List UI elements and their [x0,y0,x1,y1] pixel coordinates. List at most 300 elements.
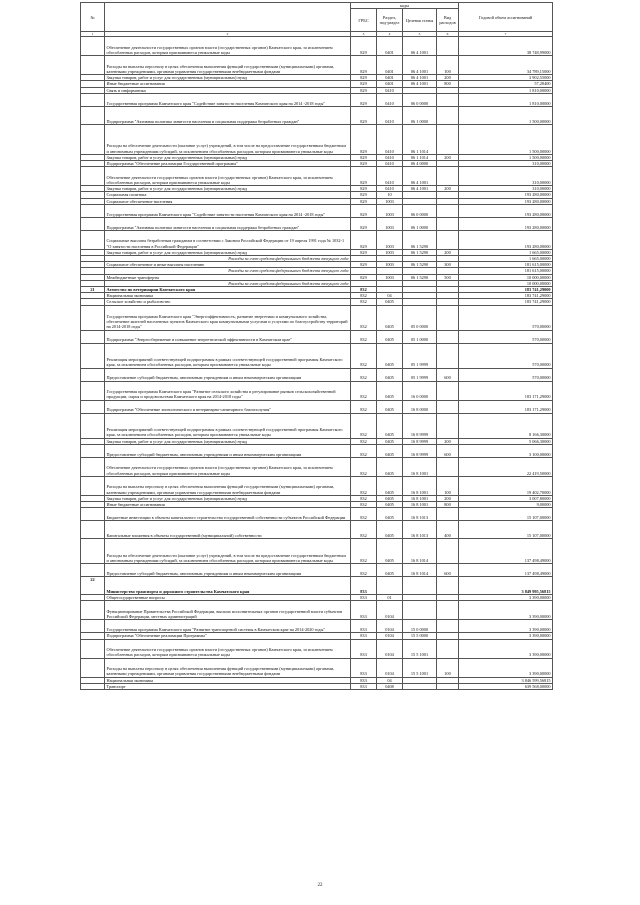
cell-target: 16 8 9999 [403,438,437,444]
cell-section: 0405 [377,299,403,305]
cell-grbs: 829 [351,106,377,124]
cell-description: Подпрограмма "Активная политика занятости населения и социальная поддержка безработных граждан" [105,106,351,124]
cell-grbs: 832 [351,381,377,400]
table-row [81,658,553,677]
cell-grbs: 832 [351,299,377,305]
cell-vid: 200 [437,186,459,192]
cell-grbs: 832 [351,502,377,508]
cell-grbs: 833 [351,658,377,677]
table-row [81,539,553,564]
cell-description: Бюджетные инвестиции в объекты капитального строительства государственной собственности субъектов Российской Федерации [105,508,351,521]
cell-description: Закупка товаров, работ и услуг для государственных (муниципальных) нужд [105,495,351,501]
cell-description: Межбюджетные трансферты [105,274,351,280]
cell-vid [437,124,459,154]
cell-amount: 10 000,00000 [459,274,553,280]
cell-amount: 1 810,00000 [459,87,553,93]
cell-target: 06 1 0000 [403,217,437,230]
cell-grbs: 829 [351,274,377,280]
cell-amount: 3 007,80000 [459,495,553,501]
cell-section: 0104 [377,633,403,639]
cell-section: 0410 [377,186,403,192]
cell-description: Связь и информатика [105,87,351,93]
cell-grbs: 833 [351,601,377,620]
table-row [81,601,553,620]
cell-num [81,106,105,124]
cell-num [81,305,105,330]
cell-description: Предоставление субсидий бюджетным, автономным учреждениям и иным некоммерческим организациям [105,444,351,457]
cell-section: 1003 [377,262,403,268]
cell-description: Иные бюджетные ассигнования [105,81,351,87]
cell-grbs: 832 [351,457,377,476]
cell-vid: 600 [437,564,459,577]
cell-vid [437,508,459,521]
cell-target: 06 4 1001 [403,186,437,192]
cell-description: Расходы на обеспечение деятельности (оказание услуг) учреждений, в том числе на предоставление государственным бюджетным и автономным учреждениям субсидий, за исключением обособленных расходов, которым присваиваются уникальные коды [105,539,351,564]
cell-description: Агентство по ветеринарии Камчатского края [105,287,351,293]
cell-section: 01 [377,595,403,601]
cell-num [81,93,105,106]
cell-amount: 3 390,00000 [459,620,553,633]
cell-amount: 5 066,30000 [459,438,553,444]
cell-num [81,37,105,56]
cell-vid [437,217,459,230]
cell-grbs: 833 [351,683,377,689]
cell-description: Государственная программа Камчатского края "Содействие занятости населения Камчатского края на 2014 -2018 годы" [105,93,351,106]
header-amount: Годовой объем ассигнований [459,3,553,32]
table-row [81,37,553,56]
cell-amount: 15 107,00000 [459,508,553,521]
cell-grbs: 829 [351,75,377,81]
cell-num [81,400,105,413]
cell-amount: 3 846 599,56815 [459,677,553,683]
header-grbs: ГРБС [351,9,377,32]
cell-description: Расходы за счет средств федерального бюджета текущего года [105,256,351,262]
cell-description: Расходы на выплаты персоналу в целях обеспечения выполнения функций государственными (муниципальными) органами, казенными учреждениями, органами управления государственными внебюджетными фондами [105,56,351,75]
cell-amount: 57,28400 [459,81,553,87]
cell-description: Реализация мероприятий соответствующей подпрограммы в рамках соответствующей государственной программы Камчатского края, за исключением обособленных расходов, которым присваиваются уникальные коды [105,343,351,368]
cell-grbs: 832 [351,438,377,444]
cell-amount: 1 810,00000 [459,93,553,106]
cell-description: Капитальные вложения в объекты государственной (муниципальной) собственности [105,521,351,539]
cell-description: Национальная экономика [105,677,351,683]
cell-vid: 800 [437,81,459,87]
cell-num [81,508,105,521]
cell-vid: 300 [437,262,459,268]
col-index-6: 6 [437,32,459,37]
cell-amount: 639 568,00000 [459,683,553,689]
col-index-4: 4 [377,32,403,37]
cell-description: Функционирование Правительства Российской Федерации, высших исполнительных органов государственной власти субъектов Российской Федерации, местных администраций [105,601,351,620]
cell-section: 0104 [377,639,403,658]
cell-grbs: 833 [351,577,377,595]
cell-grbs: 832 [351,368,377,381]
cell-amount: 3 100,00000 [459,444,553,457]
cell-target [403,601,437,620]
cell-grbs: 832 [351,413,377,438]
cell-target: 06 4 1001 [403,81,437,87]
cell-num [81,539,105,564]
cell-amount: 570,00000 [459,305,553,330]
cell-amount: 193 280,00000 [459,192,553,198]
cell-description: Расходы на выплаты персоналу в целях обеспечения выполнения функций государственными (муниципальными) органами, казенными учреждениями, органами управления государственными внебюджетными фондами [105,476,351,495]
cell-amount: 193 280,00000 [459,217,553,230]
cell-amount: 1 500,00000 [459,106,553,124]
cell-num [81,601,105,620]
cell-section: 0405 [377,330,403,343]
cell-amount: 1 500,00000 [459,124,553,154]
cell-target [403,577,437,595]
cell-section: 0405 [377,564,403,577]
table-row [81,521,553,539]
cell-description: Обеспечение деятельности государственных органов власти (государственных органов) Камчатского края, за исключением обособленных расходов, которым присваиваются уникальные коды [105,457,351,476]
cell-amount: 15 107,00000 [459,521,553,539]
header-section: Раздел, под-раздел [377,9,403,32]
header-description [105,3,351,32]
cell-grbs: 832 [351,293,377,299]
table-row [81,457,553,476]
cell-target: 06 4 1001 [403,37,437,56]
cell-vid [437,601,459,620]
cell-num [81,230,105,249]
cell-description: Иные бюджетные ассигнования [105,502,351,508]
table-row [81,564,553,577]
cell-amount: 22 419,50000 [459,457,553,476]
cell-vid [437,413,459,438]
cell-vid: 600 [437,368,459,381]
cell-amount: 3 849 995,56815 [459,577,553,595]
cell-target: 05 1 0000 [403,330,437,343]
cell-num [81,124,105,154]
cell-grbs: 829 [351,167,377,186]
cell-num [81,457,105,476]
table-row [81,204,553,217]
cell-description: Социальное обеспечение и иные выплаты населению [105,262,351,268]
table-row [81,577,553,595]
table-row [81,305,553,330]
cell-target: 06 1 5290 [403,274,437,280]
cell-vid: 100 [437,476,459,495]
cell-vid: 200 [437,154,459,160]
header-codes: коды [351,3,459,9]
cell-grbs: 832 [351,521,377,539]
cell-target: 06 1 5290 [403,230,437,249]
cell-grbs: 829 [351,230,377,249]
cell-vid [437,167,459,186]
table-row [81,368,553,381]
cell-section: 0405 [377,495,403,501]
cell-grbs: 833 [351,639,377,658]
cell-num [81,56,105,75]
cell-target: 05 0 0000 [403,305,437,330]
cell-target: 06 4 1001 [403,56,437,75]
cell-amount: 3 390,00000 [459,595,553,601]
cell-amount: 183 741,29000 [459,287,553,293]
cell-vid [437,400,459,413]
cell-amount: 193 280,00000 [459,198,553,204]
cell-num [81,330,105,343]
cell-description: Расходы на обеспечение деятельности (оказание услуг) учреждений, в том числе на предоставление государственным бюджетным и автономным учреждениям субсидий, за исключением обособленных расходов, которым присваиваются уникальные коды [105,124,351,154]
cell-num [81,521,105,539]
cell-grbs: 829 [351,37,377,56]
cell-grbs: 829 [351,198,377,204]
cell-grbs: 832 [351,564,377,577]
cell-description: Социальная политика [105,192,351,198]
cell-description: Подпрограмма "Обеспечение реализации Программы" [105,633,351,639]
cell-amount: 137 498,49000 [459,564,553,577]
cell-description: Национальная экономика [105,293,351,299]
cell-description: Министерство транспорта и дорожного строительства Камчатского края [105,577,351,595]
cell-description: Обеспечение деятельности государственных органов власти (государственных органов) Камчатского края, за исключением обособленных расходов, которым присваиваются уникальные коды [105,167,351,186]
cell-section: 1003 [377,249,403,255]
cell-amount: 8 166,30000 [459,413,553,438]
col-index-2: 2 [105,32,351,37]
cell-target: 16 8 1013 [403,521,437,539]
table-row [81,476,553,495]
cell-num [81,639,105,658]
cell-target: 06 1 0000 [403,106,437,124]
cell-amount: 1 500,00000 [459,154,553,160]
cell-target: 06 0 0000 [403,204,437,217]
cell-target: 06 1 1014 [403,124,437,154]
cell-section: 0405 [377,400,403,413]
cell-vid: 200 [437,495,459,501]
cell-section: 0410 [377,161,403,167]
cell-vid: 600 [437,444,459,457]
cell-description: Подпрограмма "Обеспечение эпизоотического и ветеринарно-санитарного благополучия" [105,400,351,413]
cell-num [81,444,105,457]
cell-description: Подпрограмма "Энергосбережение и повышение энергетической эффективности в Камчатском крае" [105,330,351,343]
cell-description: Сельское хозяйство и рыболовство [105,299,351,305]
cell-section: 0405 [377,305,403,330]
cell-target: 16 8 1014 [403,564,437,577]
cell-description: Закупка товаров, работ и услуг для государственных (муниципальных) нужд [105,154,351,160]
cell-target: 06 4 1001 [403,75,437,81]
cell-section: 0410 [377,154,403,160]
cell-section: 0405 [377,508,403,521]
cell-num [81,167,105,186]
cell-grbs: 832 [351,508,377,521]
cell-grbs: 829 [351,186,377,192]
cell-section: 0405 [377,476,403,495]
cell-section: 0405 [377,343,403,368]
cell-section: 0104 [377,658,403,677]
table-row [81,167,553,186]
cell-target: 15 0 0000 [403,620,437,633]
header-num: № [81,3,105,32]
cell-num [81,683,105,689]
cell-description: Социальные выплаты безработным гражданам в соответствии с Законом Российской Федерации от 19 апреля 1991 года № 1032-1 "О занятости населения в Российской Федерации" [105,230,351,249]
cell-target: 16 8 1001 [403,502,437,508]
cell-description: Государственная программа Камчатского края "Развитие сельского хозяйства и регулирование рынков сельскохозяйственной продукции, сырья и продовольствия Камчатского края на 2014-2018 годы" [105,381,351,400]
cell-description: Закупка товаров, работ и услуг для государственных (муниципальных) нужд [105,186,351,192]
cell-description: Транспорт [105,683,351,689]
cell-vid [437,683,459,689]
cell-description: Государственная программа Камчатского края "Развитие транспортной системы в Камчатском крае на 2014-2020 годы" [105,620,351,633]
page-number: 22 [317,883,323,888]
cell-grbs: 829 [351,249,377,255]
cell-description: Реализация мероприятий соответствующей подпрограммы в рамках соответствующей государственной программы Камчатского края, за исключением обособленных расходов, которым присваиваются уникальные коды [105,413,351,438]
cell-amount: 570,00000 [459,343,553,368]
cell-grbs: 832 [351,287,377,293]
cell-num: 21 [81,287,105,293]
cell-grbs: 829 [351,204,377,217]
cell-section: 0410 [377,124,403,154]
cell-section: 0401 [377,81,403,87]
cell-section: 0401 [377,75,403,81]
cell-target: 06 1 5290 [403,249,437,255]
table-row [81,343,553,368]
cell-vid: 400 [437,521,459,539]
cell-section: 0410 [377,87,403,93]
cell-target: 15 5 1001 [403,658,437,677]
cell-section: 0104 [377,620,403,633]
cell-description: Социальное обеспечение населения [105,198,351,204]
cell-vid: 200 [437,249,459,255]
cell-section: 0405 [377,444,403,457]
cell-section: 0408 [377,683,403,689]
cell-num [81,658,105,677]
table-row [81,330,553,343]
cell-vid [437,106,459,124]
cell-grbs: 832 [351,539,377,564]
cell-target: 06 4 0000 [403,161,437,167]
cell-amount: 310,00000 [459,186,553,192]
table-row [81,230,553,249]
cell-amount: 183 171,29000 [459,400,553,413]
table-row [81,106,553,124]
cell-num [81,343,105,368]
cell-grbs: 829 [351,217,377,230]
cell-amount: 183 741,29000 [459,299,553,305]
cell-vid: 800 [437,502,459,508]
cell-vid [437,37,459,56]
cell-target: 06 4 1001 [403,167,437,186]
cell-target: 06 1 1014 [403,154,437,160]
cell-target: 16 8 9999 [403,444,437,457]
cell-amount: 310,00000 [459,167,553,186]
cell-grbs: 832 [351,444,377,457]
cell-amount: 34 789,15000 [459,56,553,75]
cell-grbs: 832 [351,305,377,330]
cell-target [403,683,437,689]
cell-amount: 181 615,00000 [459,268,553,274]
cell-num [81,620,105,633]
cell-target: 06 0 0000 [403,93,437,106]
cell-amount: 3 390,00000 [459,601,553,620]
table-row [81,124,553,154]
cell-vid: 500 [437,274,459,280]
table-row [81,381,553,400]
cell-description: Закупка товаров, работ и услуг для государственных (муниципальных) нужд [105,75,351,81]
cell-target: 16 8 1013 [403,508,437,521]
cell-description: Обеспечение деятельности государственных органов власти (государственных органов) Камчатского края, за исключением обособленных расходов, которым присваиваются уникальные коды [105,639,351,658]
cell-grbs: 833 [351,677,377,683]
cell-grbs: 829 [351,154,377,160]
cell-section: 0401 [377,56,403,75]
cell-description: Общегосударственные вопросы [105,595,351,601]
table-row [81,217,553,230]
cell-vid [437,204,459,217]
cell-amount: 570,00000 [459,368,553,381]
cell-vid [437,381,459,400]
col-index-5: 5 [403,32,437,37]
cell-num [81,368,105,381]
table-row [81,444,553,457]
cell-target: 05 1 9999 [403,343,437,368]
header-target: Целевая статья [403,9,437,32]
cell-amount: 19 402,70000 [459,476,553,495]
cell-grbs: 833 [351,595,377,601]
table-row [81,56,553,75]
cell-num [81,217,105,230]
cell-amount: 183 171,29000 [459,381,553,400]
cell-description: Предоставление субсидий бюджетным, автономным учреждениям и иным некоммерческим организациям [105,368,351,381]
cell-section: 0410 [377,93,403,106]
table-row [81,508,553,521]
cell-vid [437,343,459,368]
cell-vid: 100 [437,658,459,677]
cell-amount: 1 665,00000 [459,249,553,255]
cell-vid [437,620,459,633]
cell-target: 16 8 9999 [403,413,437,438]
cell-amount: 10 000,00000 [459,280,553,286]
cell-target: 16 8 1001 [403,495,437,501]
cell-section [377,577,403,595]
cell-amount: 570,00000 [459,330,553,343]
cell-vid: 200 [437,438,459,444]
cell-section: 1003 [377,274,403,280]
cell-description: Расходы на выплаты персоналу в целях обеспечения выполнения функций государственными (муниципальными) органами, казенными учреждениями, органами управления государственными внебюджетными фондами [105,658,351,677]
cell-description: Государственная программа Камчатского края "Содействие занятости населения Камчатского края на 2014 -2018 годы" [105,204,351,217]
cell-section: 1003 [377,230,403,249]
cell-amount: 181 615,00000 [459,262,553,268]
cell-section: 0405 [377,413,403,438]
cell-amount: 310,00000 [459,161,553,167]
cell-description: Подпрограмма "Обеспечение реализации Государственной программы" [105,161,351,167]
cell-amount: 1 665,00000 [459,256,553,262]
cell-section: 0405 [377,502,403,508]
table-body [81,37,553,690]
cell-num [81,413,105,438]
cell-section: 0104 [377,601,403,620]
cell-target: 16 8 1014 [403,539,437,564]
cell-vid [437,305,459,330]
cell-description: Подпрограмма "Активная политика занятости населения и социальная поддержка безработных граждан" [105,217,351,230]
table-row [81,413,553,438]
budget-document-page [80,2,552,690]
cell-grbs: 833 [351,633,377,639]
cell-grbs: 829 [351,124,377,154]
cell-section: 10 [377,192,403,198]
cell-vid: 100 [437,56,459,75]
cell-description: Закупка товаров, работ и услуг для государственных (муниципальных) нужд [105,249,351,255]
cell-section: 1003 [377,198,403,204]
cell-vid [437,539,459,564]
cell-section: 0405 [377,457,403,476]
cell-grbs: 829 [351,262,377,268]
cell-amount: 183 741,29000 [459,293,553,299]
table-row [81,93,553,106]
cell-description: Расходы за счет средств федерального бюджета текущего года [105,268,351,274]
cell-vid [437,93,459,106]
cell-grbs: 829 [351,192,377,198]
cell-vid [437,577,459,595]
cell-target: 05 1 9999 [403,368,437,381]
cell-grbs: 833 [351,620,377,633]
cell-section: 0410 [377,106,403,124]
cell-num: 22 [81,577,105,595]
cell-section: 0405 [377,368,403,381]
